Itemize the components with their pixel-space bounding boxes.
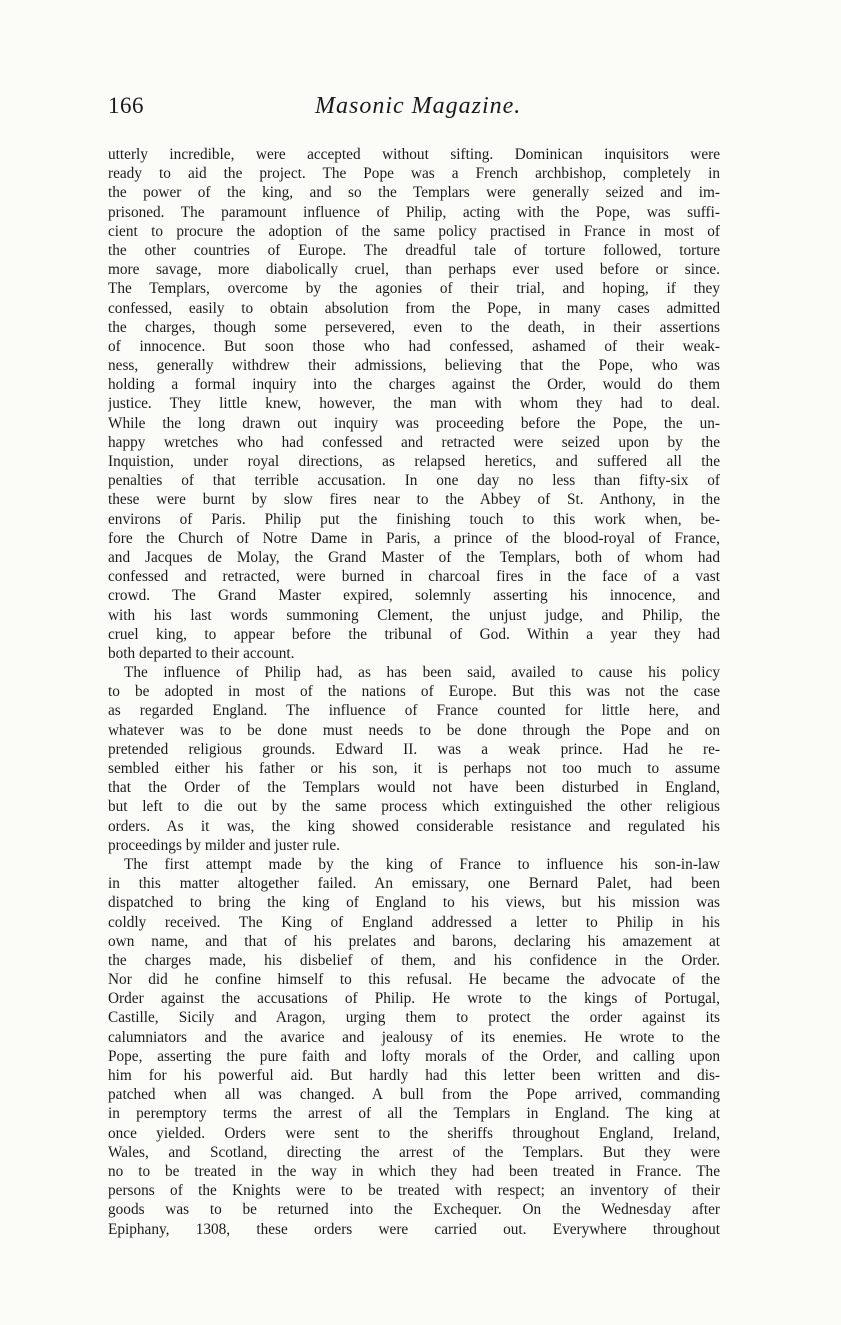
text-line: ready to aid the project. The Pope was a French archbishop, completely in [108, 165, 720, 183]
text-line: Inquistion, under royal directions, as relapsed heretics, and suffered all the [108, 453, 720, 470]
text-line: coldly received. The King of England addressed a letter to Philip in his [108, 913, 720, 931]
text-line: the power of the king, and so the Templars were generally seized and im- [108, 184, 720, 202]
text-line: ness, generally withdrew their admissions, believing that the Pope, who was [108, 357, 720, 375]
text-line: cruel king, to appear before the tribunal of God. Within a year they had [108, 625, 720, 643]
text-line: Nor did he confine himself to this refusal. He became the advocate of the [108, 971, 720, 989]
text-line: crowd. The Grand Master expired, solemnly asserting his innocence, and [108, 587, 720, 605]
text-line: utterly incredible, were accepted without sifting. Dominican inquisitors were [108, 146, 720, 163]
text-line: environs of Paris. Philip put the finishing touch to this work when, be- [108, 510, 720, 528]
text-line: once yielded. Orders were sent to the sheriffs throughout England, Ireland, [108, 1124, 720, 1142]
text-line: more savage, more diabolically cruel, than perhaps ever used before or since. [108, 261, 720, 279]
text-line: in this matter altogether failed. An emissary, one Bernard Palet, had been [108, 875, 720, 893]
text-line: but left to die out by the same process which extinguished the other religious [108, 798, 720, 816]
text-line: Wales, and Scotland, directing the arrest of the Templars. But they were [108, 1143, 720, 1161]
text-line: sembled either his father or his son, it is perhaps not too much to assume [108, 760, 720, 777]
text-line: calumniators and the avarice and jealousy of its enemies. He wrote to the [108, 1028, 720, 1046]
text-line: whatever was to be done must needs to be done through the Pope and on [108, 721, 720, 739]
text-line: justice. They little knew, however, the man with whom they had to deal. [108, 395, 720, 413]
text-line: no to be treated in the way in which they had been treated in France. The [108, 1162, 720, 1180]
text-line: confessed, easily to obtain absolution from the Pope, in many cases admitted [108, 299, 720, 317]
text-line: confessed and retracted, were burned in charcoal fires in the face of a vast [108, 568, 720, 586]
running-title: Masonic Magazine. [315, 93, 522, 119]
page-header [108, 93, 720, 123]
text-line: of innocence. But soon those who had confessed, ashamed of their weak- [108, 337, 720, 355]
text-line: own name, and that of his prelates and barons, declaring his amazement at [108, 932, 720, 950]
text-line: the other countries of Europe. The dreadful tale of torture followed, torture [108, 241, 720, 259]
text-line: patched when all was changed. A bull from the Pope arrived, commanding [108, 1086, 720, 1104]
text-line: holding a formal inquiry into the charges against the Order, would do them [108, 376, 720, 394]
text-line: proceedings by milder and juster rule. [108, 836, 340, 854]
text-line: Order against the accusations of Philip. He wrote to the kings of Portugal, [108, 990, 720, 1008]
text-line: happy wretches who had confessed and retracted were seized upon by the [108, 433, 720, 451]
text-line: goods was to be returned into the Exchequer. On the Wednesday after [108, 1201, 720, 1219]
text-line: that the Order of the Templars would not have been disturbed in England, [108, 779, 720, 797]
text-line: pretended religious grounds. Edward II. was a weak prince. Had he re- [108, 740, 720, 758]
text-line: cient to procure the adoption of the same policy practised in France in most of [108, 222, 720, 240]
text-line: Epiphany, 1308, these orders were carried out. Everywhere throughout [108, 1220, 720, 1238]
text-line: the charges, though some persevered, even to the death, in their assertions [108, 318, 720, 336]
text-line: orders. As it was, the king showed considerable resistance and regulated his [108, 817, 720, 835]
text-line: both departed to their account. [108, 644, 295, 662]
text-line: Castille, Sicily and Aragon, urging them to protect the order against its [108, 1009, 720, 1027]
text-line: The first attempt made by the king of France to influence his son-in-law [124, 855, 720, 873]
text-line: to be adopted in most of the nations of Europe. But this was not the case [108, 683, 720, 701]
page-number: 166 [108, 93, 144, 118]
body-text [108, 145, 720, 1239]
text-line: The influence of Philip had, as has been said, availed to cause his policy [124, 664, 720, 682]
text-line: the charges made, his disbelief of them, and his confidence in the Order. [108, 951, 720, 969]
text-line: fore the Church of Notre Dame in Paris, a prince of the blood-royal of France, [108, 529, 720, 547]
text-line: The Templars, overcome by the agonies of their trial, and hoping, if they [108, 280, 720, 298]
text-line: him for his powerful aid. But hardly had this letter been written and dis- [108, 1067, 720, 1084]
text-line: Pope, asserting the pure faith and lofty morals of the Order, and calling upon [108, 1047, 720, 1065]
text-line: as regarded England. The influence of France counted for little here, and [108, 702, 720, 720]
text-line: these were burnt by slow fires near to the Abbey of St. Anthony, in the [108, 491, 720, 509]
text-line: and Jacques de Molay, the Grand Master of the Templars, both of whom had [108, 548, 720, 566]
text-line: While the long drawn out inquiry was proceeding before the Pope, the un- [108, 414, 720, 432]
text-line: in peremptory terms the arrest of all the Templars in England. The king at [108, 1105, 720, 1123]
text-line: prisoned. The paramount influence of Philip, acting with the Pope, was suffi- [108, 203, 720, 221]
text-line: penalties of that terrible accusation. In one day no less than fifty-six of [108, 472, 720, 490]
text-line: with his last words summoning Clement, the unjust judge, and Philip, the [108, 606, 720, 624]
text-line: persons of the Knights were to be treated with respect; an inventory of their [108, 1182, 720, 1200]
text-line: dispatched to bring the king of England to his views, but his mission was [108, 894, 720, 912]
